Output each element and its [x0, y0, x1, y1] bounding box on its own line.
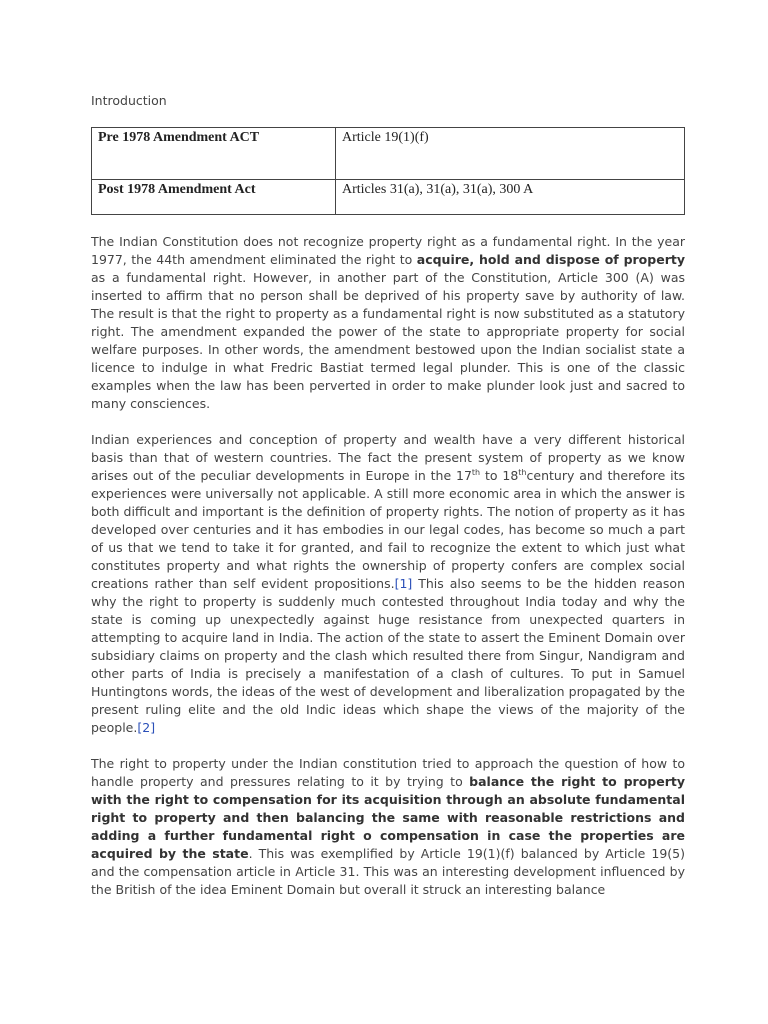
document-page — [91, 92, 685, 917]
paragraph-right-to-property — [91, 755, 685, 899]
table-cell-amendment: Post 1978 Amendment Act — [92, 180, 336, 215]
footnote-link-2[interactable]: [2] — [137, 720, 156, 735]
superscript: th — [518, 467, 527, 477]
bold-text: balance the right to property with the right to compensation for its acquisition through an absolute fundamental right to property and then balancing the same with reasonable restrictions and adding a further fundamental right o compensation in case the properties are acquired by the state — [91, 774, 685, 861]
table-cell-article: Articles 31(a), 31(a), 31(a), 300 A — [336, 180, 685, 215]
paragraph-text: The Indian Constitution does not recognize property right as a fundamental right. In the year 1977, the 44th amendment eliminated the right to — [91, 234, 685, 267]
superscript: th — [471, 467, 481, 477]
amendment-table — [91, 127, 685, 215]
paragraph-text: Indian experiences and conception of property and wealth have a very different historical basis than that of western countries. The fact the present system of property as we know arises out of the peculiar developments in Europe in the 17 — [91, 432, 685, 483]
paragraph-text: to 18 — [480, 468, 519, 483]
bold-text: acquire, hold and dispose of property — [416, 252, 685, 267]
paragraph-constitution — [91, 233, 685, 413]
section-heading: Introduction — [91, 93, 167, 108]
table-row — [92, 128, 685, 180]
paragraph-property-conception — [91, 431, 685, 737]
paragraph-text: This also seems to be the hidden reason why the right to property is suddenly much contested throughout India today and why the state is coming up unexpectedly against huge resistance from unexpected quarters in attempting to acquire land in India. The action of the state to assert the Eminent Domain over subsidiary claims on property and the clash which resulted there from Singur, Nandigram and other parts of India is precisely a manifestation of a clash of cultures. To put in Samuel Huntingtons words, the ideas of the west of development and liberalization propagated by the present ruling elite and the old Indic ideas which shape the views of the majority of the people. — [91, 576, 685, 735]
paragraph-text: . This was exemplified by Article 19(1)(f) balanced by Article 19(5) and the compensation article in Article 31. This was an interesting development influenced by the British of the idea Eminent Domain but overall it struck an interesting balance — [91, 846, 686, 897]
paragraph-text: The right to property under the Indian constitution tried to approach the question of how to handle property and pressures relating to it by trying to — [91, 756, 685, 789]
paragraph-text: century and therefore its experiences were universally not applicable. A still more economic area in which the answer is both difficult and important is the definition of property rights. The notion of property as it has developed over centuries and it has embodies in our legal codes, has become so much a part of us that we tend to take it for granted, and fail to recognize the extent to which just what constitutes property and what rights the ownership of property confers are complex social creations rather than self evident propositions. — [91, 468, 686, 591]
paragraph-text: as a fundamental right. However, in another part of the Constitution, Article 300 (A) was inserted to affirm that no person shall be deprived of his property save by authority of law. The result is that the right to property as a fundamental right is now substituted as a statutory right. The amendment expanded the power of the state to appropriate property for social welfare purposes. In other words, the amendment bestowed upon the Indian socialist state a licence to indulge in what Fredric Bastiat termed legal plunder. This is one of the classic examples when the law has been perverted in order to make plunder look just and sacred to many consciences. — [91, 270, 685, 411]
table-cell-article: Article 19(1)(f) — [336, 128, 685, 180]
footnote-link-1[interactable]: [1] — [394, 576, 413, 591]
table-row — [92, 180, 685, 215]
table-cell-amendment: Pre 1978 Amendment ACT — [92, 128, 336, 180]
